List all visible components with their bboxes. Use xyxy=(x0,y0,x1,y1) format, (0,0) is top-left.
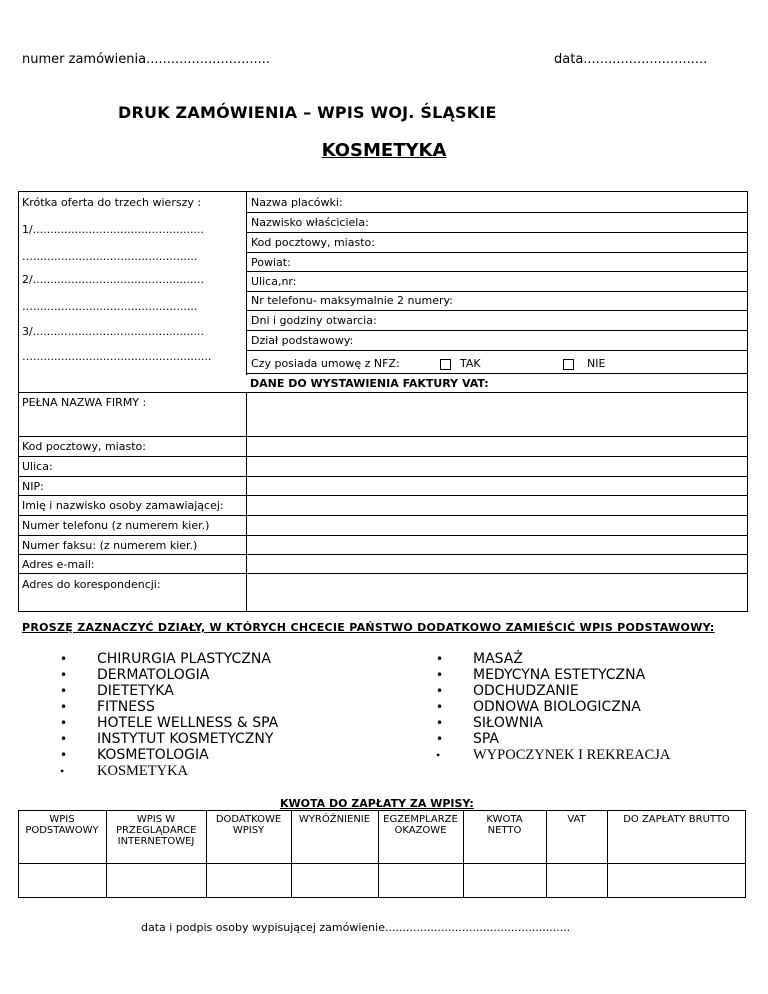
column-header: WYRÓŻNIENIE xyxy=(298,814,371,825)
divider xyxy=(246,373,748,374)
nfz-yes-label: TAK xyxy=(460,357,481,370)
postal-city-field[interactable]: Kod pocztowy, miasto: xyxy=(251,236,375,249)
bullet-icon: • xyxy=(60,668,68,682)
column-header: WPIS PODSTAWOWY xyxy=(25,814,99,836)
company-name-input[interactable] xyxy=(247,393,747,435)
bullet-icon: • xyxy=(60,748,68,762)
offer-line-2[interactable]: 2/................................................. xyxy=(22,273,205,286)
bullet-icon: • xyxy=(60,764,65,778)
departments-right-list xyxy=(436,651,670,763)
signature-line: data i podpis osoby wypisującej zamówienie..................................................... xyxy=(141,921,571,934)
date-field: data.............................. xyxy=(554,52,708,67)
payment-title: KWOTA DO ZAPŁATY ZA WPISY: xyxy=(280,797,474,810)
department-option[interactable]: • WYPOCZYNEK I REKREACJA xyxy=(436,747,671,763)
amount-copies-input[interactable] xyxy=(379,864,462,897)
divider xyxy=(18,554,748,555)
nfz-no-checkbox[interactable] xyxy=(563,354,574,373)
column-header: VAT xyxy=(567,814,586,825)
department-option[interactable]: • FITNESS xyxy=(60,699,155,715)
bullet-icon: • xyxy=(60,652,68,666)
divider xyxy=(246,330,748,331)
bullet-icon: • xyxy=(60,684,68,698)
nfz-yes-checkbox[interactable] xyxy=(440,354,451,373)
department-option[interactable]: • DIETETYKA xyxy=(60,683,174,699)
amount-basic-input[interactable] xyxy=(19,864,105,897)
page-title: DRUK ZAMÓWIENIA – WPIS WOJ. ŚLĄSKIE xyxy=(118,103,497,122)
divider xyxy=(18,476,748,477)
bullet-icon: • xyxy=(60,732,68,746)
bullet-icon: • xyxy=(60,700,68,714)
nfz-no-label: NIE xyxy=(587,357,606,370)
offer-line-2b[interactable]: …............................................... xyxy=(22,300,198,313)
invoice-title: DANE DO WYSTAWIENIA FAKTURY VAT: xyxy=(250,377,489,390)
amount-gross-input[interactable] xyxy=(608,864,745,897)
street-field[interactable]: Ulica,nr: xyxy=(251,275,297,288)
department-option[interactable]: • CHIRURGIA PLASTYCZNA xyxy=(60,651,271,667)
invoice-street-label: Ulica: xyxy=(22,460,53,473)
divider xyxy=(246,252,748,253)
bullet-icon: • xyxy=(436,700,444,714)
department-option[interactable]: • SIŁOWNIA xyxy=(436,715,543,731)
divider xyxy=(246,191,247,375)
invoice-nip-label: NIP: xyxy=(22,480,44,493)
facility-name-field[interactable]: Nazwa placówki: xyxy=(251,196,343,209)
department-option[interactable]: • ODCHUDZANIE xyxy=(436,683,579,699)
divider xyxy=(246,271,748,272)
bullet-icon: • xyxy=(436,748,441,762)
bullet-icon: • xyxy=(436,732,444,746)
divider xyxy=(246,232,748,233)
department-option[interactable]: • KOSMETOLOGIA xyxy=(60,747,209,763)
page-subtitle: KOSMETYKA xyxy=(321,140,447,161)
bullet-icon: • xyxy=(436,684,444,698)
bullet-icon: • xyxy=(436,652,444,666)
column-header: DO ZAPŁATY BRUTTO xyxy=(623,814,730,825)
department-option[interactable]: • INSTYTUT KOSMETYCZNY xyxy=(60,731,274,747)
department-option[interactable]: • MASAŻ xyxy=(436,651,523,667)
department-option[interactable]: • SPA xyxy=(436,731,500,747)
amount-internet-input[interactable] xyxy=(107,864,205,897)
offer-line-1[interactable]: 1/................................................. xyxy=(22,223,205,236)
opening-hours-field[interactable]: Dni i godziny otwarcia: xyxy=(251,314,377,327)
bullet-icon: • xyxy=(436,668,444,682)
departments-title: PROSZĘ ZAZNACZYĆ DZIAŁY, W KTÓRYCH CHCECIE PAŃSTWO DODATKOWO ZAMIEŚCIĆ WPIS PODSTAWOWY: xyxy=(22,621,715,634)
company-name-label: PEŁNA NAZWA FIRMY : xyxy=(22,396,147,409)
invoice-postal-city-label: Kod pocztowy, miasto: xyxy=(22,440,146,453)
divider xyxy=(246,310,748,311)
divider xyxy=(246,212,748,213)
orderer-name-label: Imię i nazwisko osoby zamawiającej: xyxy=(22,499,224,512)
column-header: KWOTA NETTO xyxy=(486,814,523,836)
invoice-phone-label: Numer telefonu (z numerem kier.) xyxy=(22,519,210,532)
department-option[interactable]: • KOSMETYKA xyxy=(60,763,189,779)
phone-field[interactable]: Nr telefonu- maksymalnie 2 numery: xyxy=(251,294,453,307)
department-option[interactable]: • HOTELE WELLNESS & SPA xyxy=(60,715,279,731)
column-header: EGZEMPLARZE OKAZOWE xyxy=(383,814,458,836)
divider xyxy=(18,573,748,574)
invoice-fax-label: Numer faksu: (z numerem kier.) xyxy=(22,539,198,552)
invoice-email-label: Adres e-mail: xyxy=(22,558,95,571)
offer-line-1b[interactable]: …............................................... xyxy=(22,250,198,263)
bullet-icon: • xyxy=(436,716,444,730)
county-field[interactable]: Powiat: xyxy=(251,256,291,269)
divider xyxy=(18,535,748,536)
divider xyxy=(246,350,748,351)
nfz-label: Czy posiada umowę z NFZ: xyxy=(251,357,400,370)
bullet-icon: • xyxy=(60,716,68,730)
correspondence-address-label: Adres do korespondencji: xyxy=(22,578,161,591)
divider xyxy=(18,515,748,516)
divider xyxy=(18,436,748,437)
departments-left-list xyxy=(60,651,278,779)
column-header: WPIS W PRZEGLĄDARCE INTERNETOWEJ xyxy=(116,814,197,847)
department-option[interactable]: • ODNOWA BIOLOGICZNA xyxy=(436,699,641,715)
divider xyxy=(18,495,748,496)
divider xyxy=(246,291,748,292)
offer-line-3[interactable]: 3/................................................. xyxy=(22,325,205,338)
amount-additional-input[interactable] xyxy=(207,864,290,897)
amount-net-input[interactable] xyxy=(464,864,545,897)
amount-highlight-input[interactable] xyxy=(292,864,377,897)
order-number-field: numer zamówienia.............................. xyxy=(22,52,271,67)
column-header: DODATKOWE WPISY xyxy=(215,814,282,836)
amount-vat-input[interactable] xyxy=(547,864,606,897)
main-department-field[interactable]: Dział podstawowy: xyxy=(251,334,354,347)
department-option[interactable]: • DERMATOLOGIA xyxy=(60,667,210,683)
department-option[interactable]: • MEDYCYNA ESTETYCZNA xyxy=(436,667,646,683)
owner-name-field[interactable]: Nazwisko właściciela: xyxy=(251,216,369,229)
divider xyxy=(18,456,748,457)
offer-label: Krótka oferta do trzech wierszy : xyxy=(22,196,202,209)
offer-line-3b[interactable]: …................................................... xyxy=(22,350,212,363)
